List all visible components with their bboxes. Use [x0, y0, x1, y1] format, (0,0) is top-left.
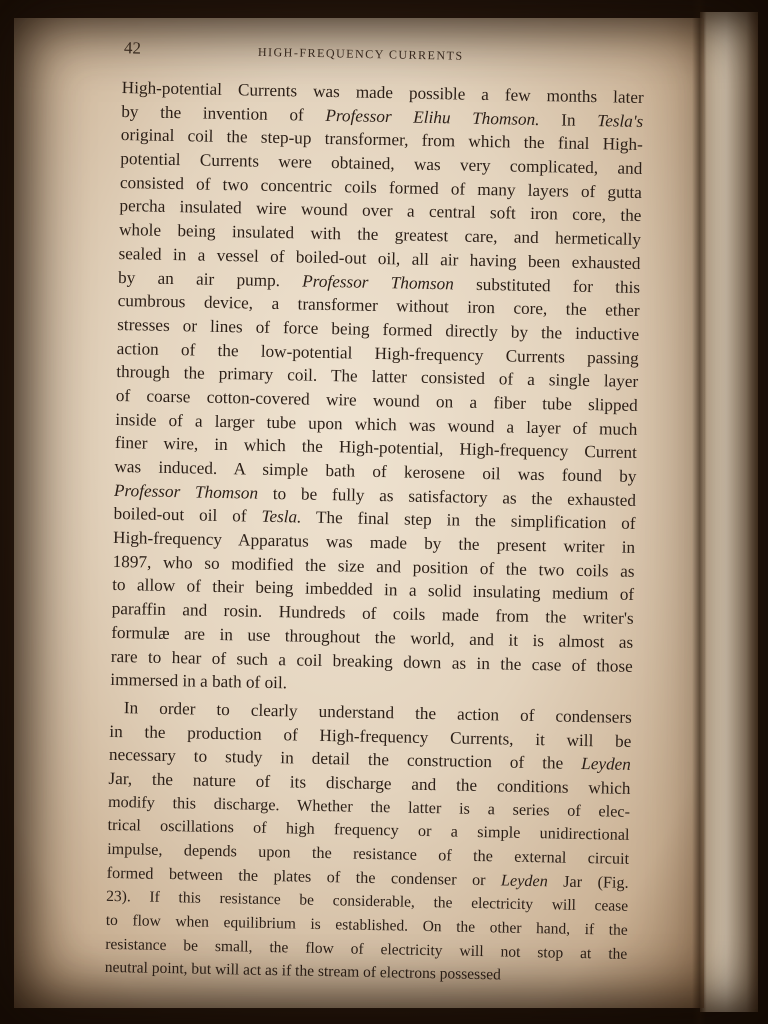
text-run: inside of a larger tube upon which was wound a layer of much [115, 409, 638, 439]
text-run: stresses or lines of force being formed directly by the inductive [117, 314, 640, 344]
text-run: immersed in a bath of oil. [110, 670, 288, 693]
text-run: 23). If this resistance be considerable, the electricity will cease [106, 888, 629, 916]
text-run: High-frequency Apparatus was made by the present writer in [112, 527, 636, 557]
text-run: whole being insulated with the greatest care, and hermetically [118, 220, 642, 250]
text-run: sealed in a vessel of boiled-out oil, all air having been exhausted [118, 243, 641, 273]
text-run: formed between the plates of the condenser or [106, 863, 502, 890]
italic-text: Tesla. [261, 507, 302, 527]
text-run: in the production of High-frequency Currents, it will be [109, 721, 632, 751]
text-run: The final step in the simplification of [301, 507, 636, 534]
text-run: Jar, the nature of its discharge and the conditions which [108, 768, 631, 798]
text-run: finer wire, in which the High-potential, High-frequency Current [114, 433, 638, 463]
text-run: rare to hear of such a coil breaking down as in the case of those [110, 646, 633, 676]
text-run: to be fully as satisfactory as the exhausted [257, 483, 637, 510]
text-run: of coarse cotton-covered wire wound on a fiber tube slipped [115, 385, 638, 415]
text-run: boiled-out oil of [113, 504, 262, 527]
italic-text: Professor Thomson [302, 271, 454, 293]
paragraph [110, 76, 644, 702]
page-gutter-shadow [692, 0, 706, 1024]
text-run: cumbrous device, a transformer without iron core, the ether [117, 291, 640, 321]
text-run: trical oscillations of high frequency or a simple unidirectional [107, 816, 630, 845]
running-head-title: HIGH-FREQUENCY CURRENTS [257, 44, 464, 63]
text-run: modify this discharge. Whether the latter is a series of elec- [107, 792, 631, 821]
text-run: action of the low-potential High-frequency Currents passing [116, 338, 639, 368]
text-run: to flow when equilibrium is established. On the other hand, if the [105, 911, 628, 939]
text-run: High-potential Currents was made possible a few months later [121, 77, 644, 108]
text-run: by the invention of [121, 101, 326, 125]
text-run: by an air pump. [117, 267, 303, 290]
italic-text: Tesla's [597, 110, 644, 131]
text-run: through the primary coil. The latter consisted of a single layer [116, 362, 639, 392]
paragraph [105, 696, 632, 990]
text-run: In order to clearly understand the action of condensers [123, 698, 632, 727]
text-run: potential Currents were obtained, was very complicated, and [120, 149, 643, 179]
text-run: consisted of two concentric coils formed of many layers of gutta [119, 172, 643, 202]
text-run: percha insulated wire wound over a central soft iron core, the [119, 196, 642, 226]
text-run: paraffin and rosin. Hundreds of coils made from the writer's [111, 599, 634, 629]
text-run: impulse, depends upon the resistance of the external circuit [106, 839, 630, 868]
text-run: was induced. A simple bath of kerosene oil was found by [114, 456, 637, 486]
italic-text: Professor Thomson [113, 480, 259, 503]
italic-text: Professor Elihu Thomson. [325, 105, 540, 129]
text-run: necessary to study in detail the construction of the [108, 745, 582, 774]
text-run: original coil the step-up transformer, from which the final High- [120, 125, 643, 155]
text-run: to allow of their being imbedded in a solid insulating medium of [112, 575, 635, 605]
text-run: neutral point, but will act as if the stream of electrons possessed [104, 959, 501, 984]
text-run: substituted for this [453, 273, 641, 297]
text-run: formulæ are in use throughout the world, and it is almost as [111, 622, 634, 652]
right-page-edge [700, 12, 758, 1012]
italic-text: Leyden [500, 871, 548, 891]
text-run: In [539, 109, 598, 130]
page-number: 42 [123, 38, 142, 58]
text-run: 1897, who so modified the size and position of the two coils as [112, 551, 635, 581]
text-run: resistance be small, the flow of electricity will not stop at the [105, 935, 628, 963]
italic-text: Leyden [581, 754, 632, 775]
text-run: Jar (Fig. [547, 872, 629, 892]
body-text [104, 76, 644, 984]
